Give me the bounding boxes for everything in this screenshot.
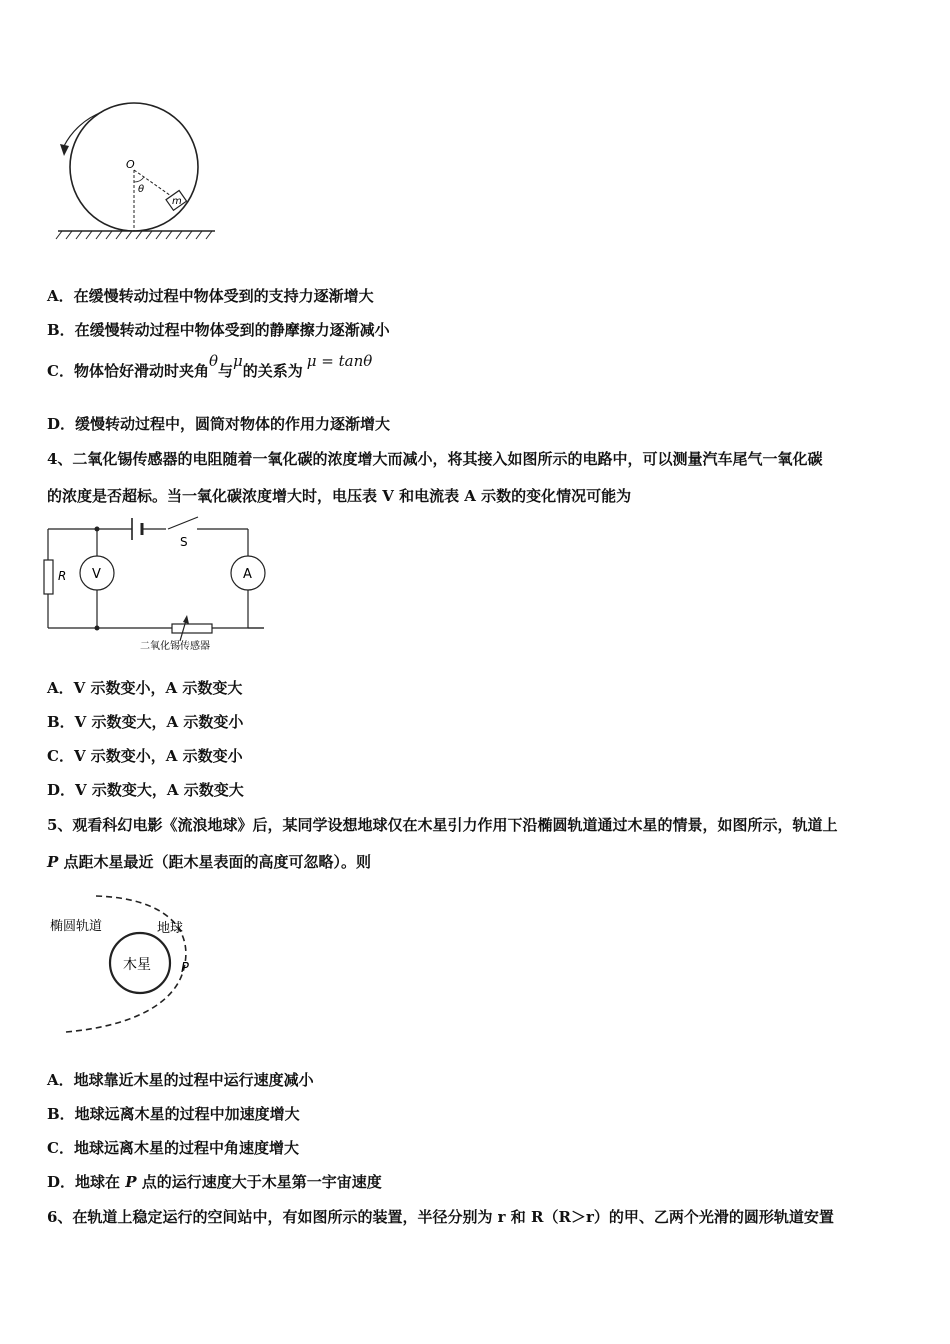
q3-option-a: A．在缓慢转动过程中物体受到的支持力逐渐增大 bbox=[47, 287, 374, 305]
point-p-label: P bbox=[181, 961, 189, 976]
q5-option-b: B．地球远离木星的过程中加速度增大 bbox=[47, 1105, 300, 1123]
resistor-R bbox=[44, 560, 53, 594]
q5-option-a: A．地球靠近木星的过程中运行速度减小 bbox=[47, 1071, 314, 1089]
q3-c-prefix: C．物体恰好滑动时夹角 bbox=[47, 362, 209, 380]
label-m: m bbox=[172, 196, 182, 207]
angle-arc bbox=[134, 177, 144, 182]
q4-option-b: B．V 示数变大，A 示数变小 bbox=[47, 713, 244, 731]
q3-c-formula: μ = tanθ bbox=[306, 352, 373, 370]
orbit-label: 椭圆轨道 bbox=[50, 919, 103, 934]
orbit-figure bbox=[44, 888, 214, 1038]
q3-c-theta: θ bbox=[208, 352, 218, 370]
q4-option-c: C．V 示数变小，A 示数变小 bbox=[47, 747, 243, 765]
q5-stem-line1: 5、观看科幻电影《流浪地球》后，某同学设想地球仅在木星引力作用下沿椭圆轨道通过木星的情景，如图所示，轨道上 bbox=[47, 816, 838, 834]
cylinder-figure bbox=[50, 98, 220, 246]
q3-c-mid: 的关系为 bbox=[242, 362, 303, 380]
q4-option-a: A．V 示数变小，A 示数变大 bbox=[47, 679, 243, 697]
circuit-figure bbox=[40, 512, 280, 657]
q5-stem-line2 bbox=[47, 851, 371, 872]
junction-top bbox=[95, 527, 100, 532]
q5-d-pre: D．地球在 bbox=[47, 1173, 126, 1191]
voltmeter-label: V bbox=[92, 567, 101, 582]
q3-option-b: B．在缓慢转动过程中物体受到的静摩擦力逐渐减小 bbox=[47, 321, 390, 339]
sensor-resistor bbox=[172, 624, 212, 633]
ground-hatching bbox=[56, 231, 212, 239]
q5-option-d bbox=[47, 1171, 382, 1192]
q5-d-post: 点的运行速度大于木星第一宇宙速度 bbox=[136, 1173, 382, 1191]
q4-option-d: D．V 示数变大，A 示数变大 bbox=[47, 781, 244, 799]
earth-label: 地球 bbox=[157, 921, 184, 936]
sensor-label: 二氧化锡传感器 bbox=[140, 641, 210, 652]
q3-option-d: D．缓慢转动过程中，圆筒对物体的作用力逐渐增大 bbox=[47, 415, 391, 433]
label-O: O bbox=[126, 158, 135, 171]
q3-option-c bbox=[47, 352, 373, 381]
jupiter-label: 木星 bbox=[123, 957, 151, 973]
junction-bottom bbox=[95, 626, 100, 631]
resistor-label: R bbox=[58, 569, 67, 583]
ammeter-label: A bbox=[243, 567, 252, 582]
switch-label: S bbox=[180, 535, 188, 549]
sensor-arrowhead bbox=[183, 615, 189, 624]
q5-option-c: C．地球远离木星的过程中角速度增大 bbox=[47, 1139, 299, 1157]
q4-stem-line1: 4、二氧化锡传感器的电阻随着一氧化碳的浓度增大而减小，将其接入如图所示的电路中，可以测量汽车尾气一氧化碳 bbox=[47, 450, 823, 468]
q6-stem: 6、在轨道上稳定运行的空间站中，有如图所示的装置，半径分别为 r 和 R（R＞r）的甲、乙两个光滑的圆形轨道安置 bbox=[47, 1208, 834, 1226]
switch-blade bbox=[168, 517, 198, 529]
q5-d-p: P bbox=[125, 1173, 137, 1191]
rotation-arrowhead bbox=[60, 144, 69, 156]
q4-stem-line2: 的浓度是否超标。当一氧化碳浓度增大时，电压表 V 和电流表 A 示数的变化情况可能为 bbox=[47, 487, 632, 505]
q5-stem-line2-text: 点距木星最近（距木星表面的高度可忽略）。则 bbox=[58, 853, 372, 871]
q3-c-with: 与 bbox=[217, 362, 233, 380]
label-theta: θ bbox=[138, 184, 145, 195]
q5-point-p: P bbox=[47, 853, 59, 871]
q3-c-mu: μ bbox=[233, 352, 243, 370]
